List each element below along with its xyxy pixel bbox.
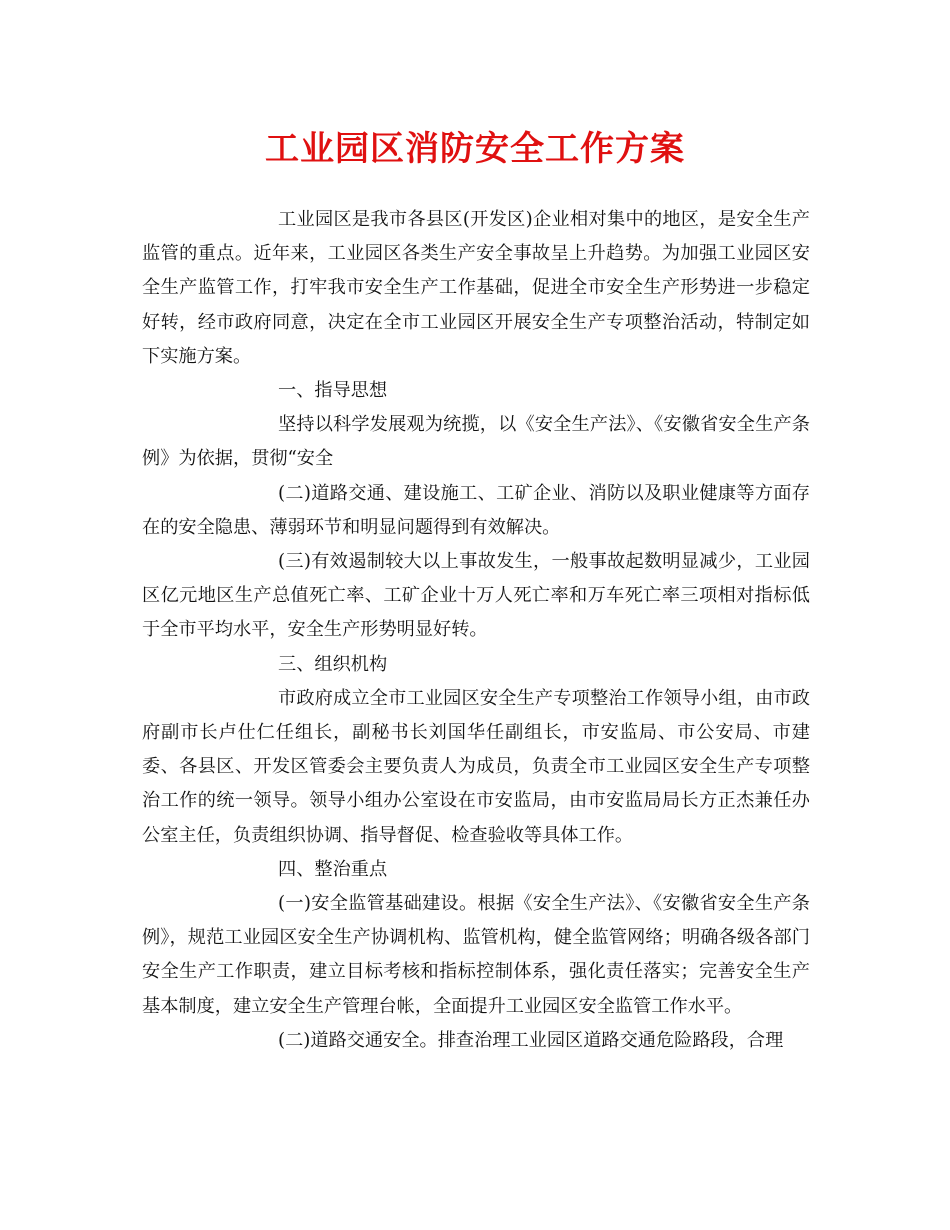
heading-key-points: 四、整治重点 [278, 858, 388, 880]
heading-guiding-ideology: 一、指导思想 [278, 380, 388, 402]
paragraph-intro: 工业园区是我市各县区(开发区)企业相对集中的地区，是安全生产监管的重点。近年来，工业园区各类生产安全事故呈上升趋势。为加强工业园区安全生产监管工作，打牢我市安全生产工作基础，促进全市安全生产形势进一步稳定好转，经市政府同意，决定在全市工业园区开展安全生产专项整治活动，特制定如下实施方案。 [142, 209, 810, 367]
heading-organization: 三、组织机构 [278, 653, 388, 675]
paragraph-organization: 市政府成立全市工业园区安全生产专项整治工作领导小组，由市政府副市长卢仕仁任组长，副秘书长刘国华任副组长，市安监局、市公安局、市建委、各县区、开发区管委会主要负责人为成员，负责全市工业园区安全生产专项整治工作的统一领导。领导小组办公室设在市安监局，由市安监局局长方正杰兼任办公室主任，负责组织协调、指导督促、检查验收等具体工作。 [142, 687, 810, 846]
document-body [142, 203, 810, 1058]
paragraph-key-point-2: (二)道路交通安全。排查治理工业园区道路交通危险路段，合理 [278, 1029, 784, 1051]
paragraph-goal-3: (三)有效遏制较大以上事故发生，一般事故起数明显减少，工业园区亿元地区生产总值死亡率、工矿企业十万人死亡率和万车死亡率三项相对指标低于全市平均水平，安全生产形势明显好转。 [142, 551, 810, 641]
document-title: 工业园区消防安全工作方案 [265, 129, 685, 169]
paragraph-guiding-ideology: 坚持以科学发展观为统揽，以《安全生产法》、《安徽省安全生产条例》为依据，贯彻“安全 [142, 414, 810, 470]
paragraph-goal-2: (二)道路交通、建设施工、工矿企业、消防以及职业健康等方面存在的安全隐患、薄弱环节和明显问题得到有效解决。 [142, 482, 810, 538]
paragraph-key-point-1: (一)安全监管基础建设。根据《安全生产法》、《安徽省安全生产条例》，规范工业园区安全生产协调机构、监管机构，健全监管网络；明确各级各部门安全生产工作职责，建立目标考核和指标控制体系，强化责任落实；完善安全生产基本制度，建立安全生产管理台帐，全面提升工业园区安全监管工作水平。 [142, 893, 810, 1017]
